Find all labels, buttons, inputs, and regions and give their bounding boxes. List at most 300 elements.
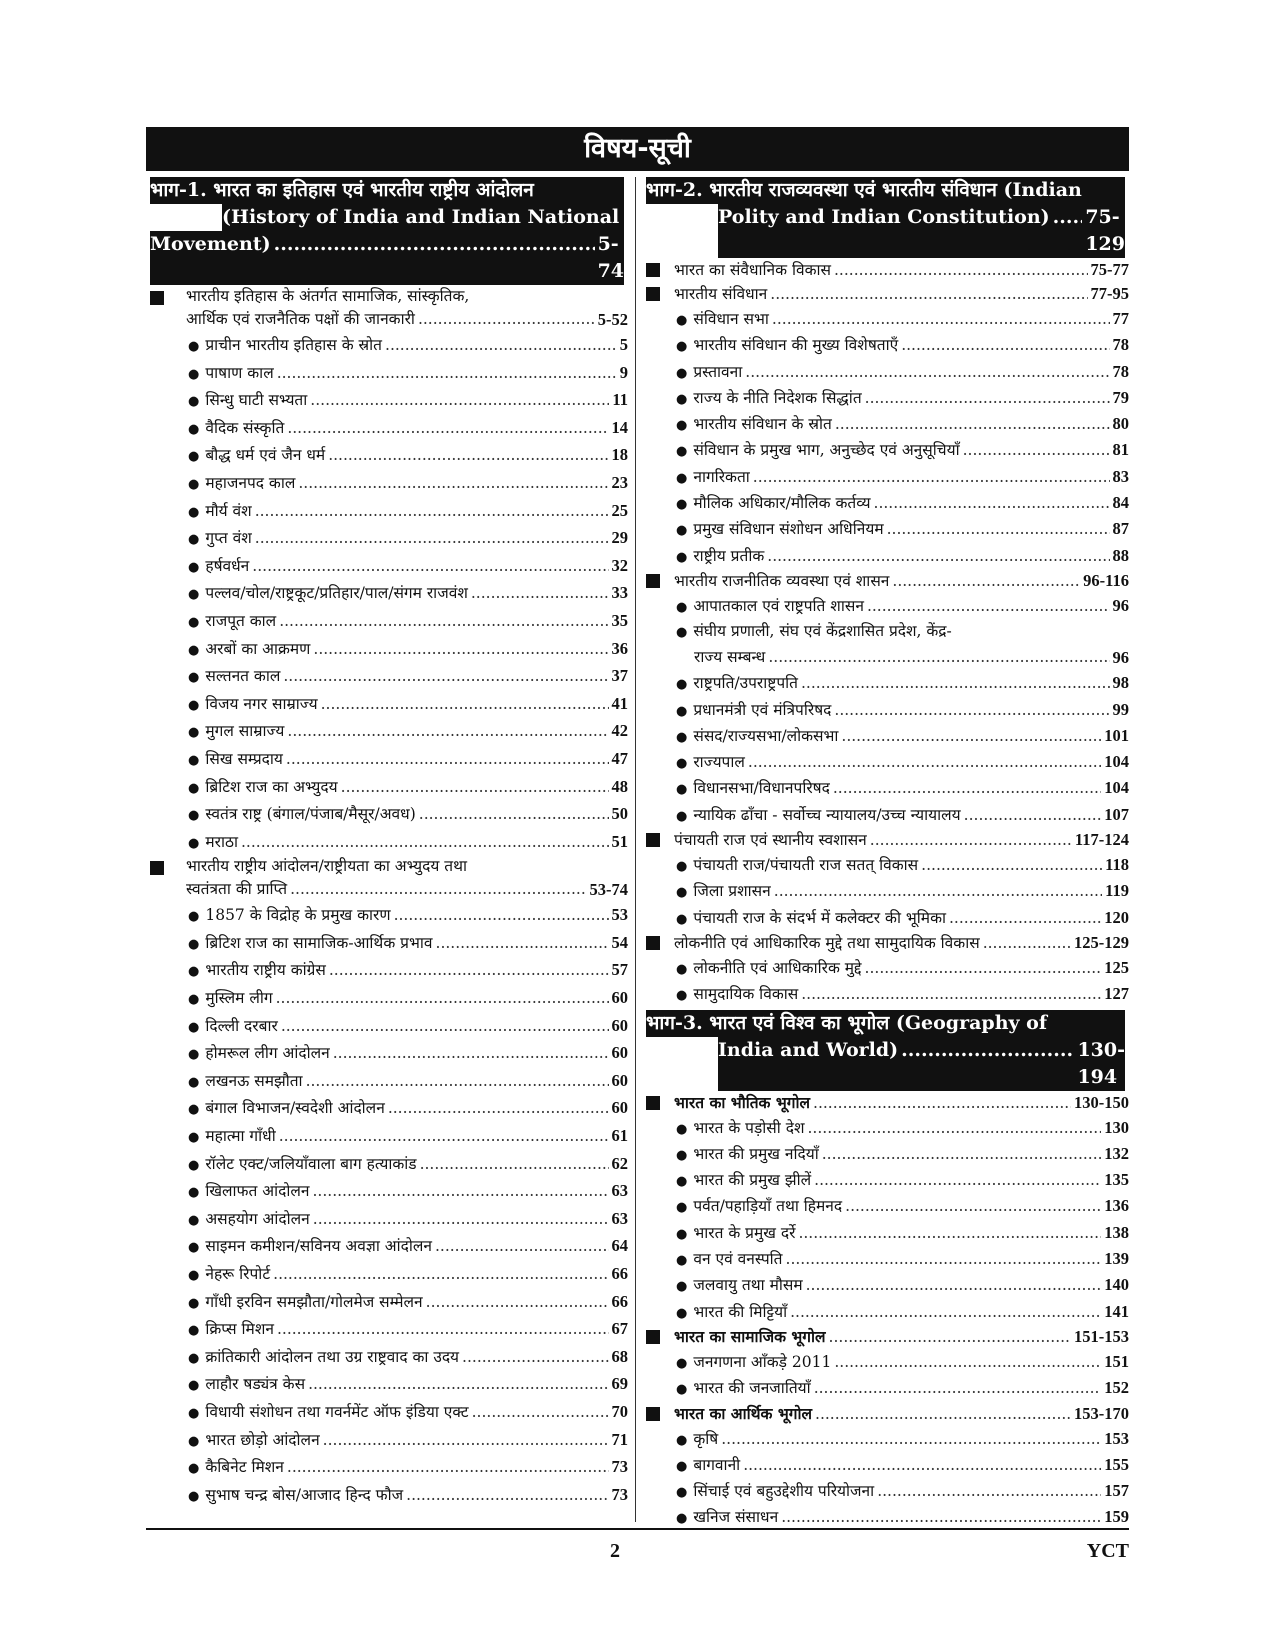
toc-item[interactable] <box>642 697 1129 723</box>
section-title: लोकनीति एवं आधिकारिक मुद्दे तथा सामुदायिक विकास <box>674 933 980 952</box>
toc-item[interactable] <box>642 1141 1129 1167</box>
toc-item-label: बंगाल विभाजन/स्वदेशी आंदोलन <box>205 1099 385 1118</box>
toc-item-page: 50 <box>611 804 628 824</box>
toc-item[interactable] <box>642 593 1129 619</box>
part-pages: 5-74 <box>597 233 625 282</box>
bullet-icon: ● <box>676 703 688 719</box>
toc-item-label: सुभाष चन्द्र बोस/आजाद हिन्द फौज <box>205 1485 404 1504</box>
toc-item-page: 78 <box>1112 361 1129 381</box>
toc-item[interactable] <box>146 1426 628 1454</box>
toc-item[interactable] <box>146 690 628 718</box>
toc-item[interactable] <box>642 670 1129 696</box>
toc-section[interactable] <box>146 855 628 901</box>
toc-item[interactable] <box>642 306 1129 332</box>
bullet-icon: ● <box>188 339 200 354</box>
toc-item-label: जनगणना आँकड़े 2011 <box>693 1352 832 1371</box>
toc-item[interactable] <box>146 1453 628 1481</box>
toc-item-label: भारत छोड़ो आंदोलन <box>205 1430 320 1449</box>
toc-item-label: ब्रिटिश राज का अभ्युदय <box>205 777 338 796</box>
toc-item-page: 32 <box>611 555 628 575</box>
toc-item-page: 130 <box>1104 1117 1129 1137</box>
toc-item-page: 157 <box>1104 1481 1129 1501</box>
section-pages: 75-77 <box>1090 260 1129 279</box>
toc-item-label: मौर्य वंश <box>205 501 252 520</box>
toc-item-label: क्रिप्स मिशन <box>205 1320 274 1339</box>
toc-item[interactable] <box>146 497 628 525</box>
leader-dots <box>887 516 1110 542</box>
part-header-1 <box>146 177 628 285</box>
toc-item[interactable] <box>642 1193 1129 1219</box>
toc-item[interactable] <box>146 828 628 856</box>
toc-item-page: 18 <box>611 445 628 465</box>
leader-dots <box>341 774 609 802</box>
bullet-icon: ● <box>188 1130 200 1146</box>
toc-item[interactable] <box>642 1246 1129 1272</box>
toc-item[interactable] <box>146 1094 628 1122</box>
toc-item-page: 14 <box>611 417 628 437</box>
bullet-icon: ● <box>188 697 200 713</box>
leader-dots <box>767 543 1109 569</box>
section-pages: 125-129 <box>1074 932 1129 952</box>
part-pages: 75-129 <box>1085 206 1125 255</box>
toc-item[interactable] <box>642 1375 1129 1401</box>
toc-item-page: 73 <box>611 1457 628 1477</box>
toc-item[interactable] <box>146 1122 628 1150</box>
toc-item[interactable] <box>642 543 1129 569</box>
toc-item-label: संसद/राज्यसभा/लोकसभा <box>693 726 839 745</box>
toc-item-label: प्राचीन भारतीय इतिहास के स्रोत <box>205 336 383 354</box>
toc-item-page: 141 <box>1104 1301 1129 1321</box>
toc-item-label: मुस्लिम लीग <box>205 989 273 1008</box>
toc-item[interactable] <box>146 773 628 801</box>
toc-item-page: 60 <box>611 988 628 1008</box>
toc-item-label: हर्षवर्धन <box>205 556 250 575</box>
bullet-icon: ● <box>188 366 200 382</box>
toc-item[interactable] <box>642 1115 1129 1141</box>
toc-item-page: 25 <box>611 500 628 520</box>
leader-dots <box>874 490 1110 516</box>
toc-item-label: भारतीय संविधान के स्रोत <box>693 415 832 434</box>
toc-item-label: भारत के प्रमुख दर्रे <box>693 1223 796 1242</box>
toc-item-page: 48 <box>611 776 628 796</box>
toc-item[interactable] <box>146 956 628 984</box>
toc-item-page: 29 <box>611 528 628 548</box>
toc-item[interactable] <box>146 800 628 828</box>
toc-item-label: साइमन कमीशन/सविनय अवज्ञा आंदोलन <box>205 1237 432 1256</box>
toc-item[interactable] <box>642 981 1129 1007</box>
toc-section[interactable] <box>642 1091 1129 1115</box>
bullet-icon: ● <box>188 1157 200 1173</box>
bullet-icon: ● <box>188 1240 200 1256</box>
toc-item-page: 11 <box>612 390 628 410</box>
toc-item[interactable] <box>146 1481 628 1509</box>
toc-item-page: 36 <box>611 638 628 658</box>
leader-dots <box>273 1261 608 1289</box>
toc-item-page: 139 <box>1104 1249 1129 1269</box>
toc-section[interactable] <box>642 569 1129 593</box>
toc-item-page: 83 <box>1112 466 1129 486</box>
toc-item-label: गाँधी इरविन समझौता/गोलमेज सम्मेलन <box>205 1292 423 1311</box>
bullet-icon: ● <box>188 1102 200 1118</box>
toc-item-label-cont: राज्य सम्बन्ध <box>694 648 766 667</box>
toc-item[interactable] <box>146 331 628 359</box>
toc-item-label: बागवानी <box>693 1455 741 1474</box>
toc-item[interactable] <box>642 852 1129 878</box>
toc-item-label: सिंचाई एवं बहुउद्देशीय परियोजना <box>693 1482 875 1501</box>
toc-item-label: आपातकाल एवं राष्ट्रपति शासन <box>693 596 864 615</box>
toc-item-label: 1857 के विद्रोह के प्रमुख कारण <box>205 906 391 925</box>
toc-item[interactable] <box>642 1478 1129 1504</box>
section-title-line1: भारतीय इतिहास के अंतर्गत सामाजिक, सांस्कृतिक, <box>186 287 470 305</box>
toc-item-label: जलवायु तथा मौसम <box>693 1276 803 1295</box>
leader-dots <box>472 1399 609 1427</box>
toc-section[interactable] <box>642 931 1129 955</box>
toc-item[interactable] <box>146 359 628 387</box>
bullet-icon: ● <box>676 1382 688 1398</box>
toc-item-page: 96 <box>1112 648 1129 668</box>
section-pages: 117-124 <box>1074 830 1129 850</box>
toc-item-label: जिला प्रशासन <box>693 882 771 901</box>
toc-section[interactable] <box>642 1402 1129 1426</box>
bullet-icon: ● <box>676 808 688 824</box>
toc-item-page: 80 <box>1112 414 1129 434</box>
toc-item[interactable] <box>146 1288 628 1316</box>
toc-item-page: 33 <box>611 583 628 603</box>
leader-dots <box>790 1299 1101 1325</box>
toc-item-page: 5 <box>619 335 628 354</box>
part-title-line2-text: Polity and Indian Constitution) <box>718 206 1050 228</box>
bullet-icon: ● <box>676 782 688 798</box>
toc-item[interactable] <box>642 332 1129 358</box>
section-square-icon <box>646 1330 660 1344</box>
part-title-line1: भाग-1. भारत का इतिहास एवं भारतीय राष्ट्रीय आंदोलन <box>150 177 624 204</box>
leader-dots <box>281 1013 609 1041</box>
leader-dots <box>388 1095 609 1123</box>
part-title-line2: (History of India and Indian National <box>222 204 624 231</box>
toc-item[interactable] <box>146 386 628 414</box>
leader-dots <box>323 1427 609 1455</box>
bullet-icon: ● <box>188 909 200 925</box>
toc-item[interactable] <box>642 723 1129 749</box>
leader-dots <box>394 902 609 930</box>
toc-item-page: 60 <box>611 1070 628 1090</box>
toc-item-page: 62 <box>611 1153 628 1173</box>
bullet-icon: ● <box>188 559 200 575</box>
leader-dots <box>255 498 609 526</box>
toc-item-label: संविधान सभा <box>693 310 769 328</box>
toc-section[interactable] <box>642 258 1129 282</box>
toc-item-label: भारत की जनजातियाँ <box>693 1379 811 1398</box>
bullet-icon: ● <box>188 449 200 465</box>
toc-item-page: 132 <box>1104 1143 1129 1163</box>
toc-item-page: 107 <box>1104 804 1129 824</box>
bullet-icon: ● <box>188 1268 200 1283</box>
leader-dots <box>814 1167 1101 1193</box>
leader-dots <box>328 442 608 470</box>
leader-dots <box>865 955 1102 981</box>
bullet-icon: ● <box>676 313 688 328</box>
leader-dots <box>274 231 595 285</box>
section-square-icon <box>646 1407 660 1421</box>
leader-dots <box>277 360 617 388</box>
leader-dots <box>290 878 586 901</box>
toc-item[interactable] <box>146 1370 628 1398</box>
toc-item-page: 53 <box>611 905 628 925</box>
toc-item[interactable] <box>642 464 1129 490</box>
part-header-3 <box>642 1010 1129 1091</box>
toc-item[interactable] <box>642 1167 1129 1193</box>
toc-item[interactable] <box>642 1426 1129 1452</box>
toc-item-label: बौद्ध धर्म एवं जैन धर्म <box>205 446 326 465</box>
toc-item[interactable] <box>642 905 1129 931</box>
toc-item[interactable] <box>642 878 1129 904</box>
leader-dots <box>287 718 608 746</box>
toc-item-page: 47 <box>611 748 628 768</box>
toc-item[interactable] <box>146 717 628 745</box>
toc-item-page: 51 <box>611 831 628 851</box>
toc-item[interactable] <box>146 635 628 663</box>
toc-item-label: भारत के पड़ोसी देश <box>693 1118 805 1137</box>
bullet-icon: ● <box>676 470 688 486</box>
leader-dots <box>808 1115 1102 1141</box>
toc-item[interactable] <box>642 1299 1129 1325</box>
toc-item[interactable] <box>146 745 628 773</box>
toc-item[interactable] <box>146 1315 628 1343</box>
column-divider <box>635 177 636 1522</box>
toc-item[interactable] <box>146 1398 628 1426</box>
toc-item-label: पल्लव/चोल/राष्ट्रकूट/प्रतिहार/पाल/संगम राजवंश <box>205 584 468 603</box>
bullet-icon: ● <box>188 1378 200 1394</box>
toc-item[interactable] <box>146 469 628 497</box>
toc-item[interactable] <box>642 385 1129 411</box>
leader-dots <box>786 1246 1102 1272</box>
toc-item-label: गुप्त वंश <box>205 529 252 548</box>
toc-item[interactable] <box>146 579 628 607</box>
toc-item[interactable] <box>642 1349 1129 1375</box>
toc-item[interactable] <box>146 1012 628 1040</box>
part-header-2 <box>642 177 1129 258</box>
toc-item-label: रॉलेट एक्ट/जलियाँवाला बाग हत्याकांड <box>205 1154 417 1173</box>
bullet-icon: ● <box>188 752 200 768</box>
toc-section[interactable] <box>642 282 1129 306</box>
toc-item-label: प्रमुख संविधान संशोधन अधिनियम <box>693 520 884 539</box>
section-title-line1: भारतीय राष्ट्रीय आंदोलन/राष्ट्रीयता का अभ्युदय तथा <box>186 857 467 876</box>
leader-dots <box>841 723 1101 749</box>
toc-item[interactable] <box>642 1272 1129 1298</box>
toc-item-page: 77 <box>1112 309 1129 328</box>
toc-item[interactable] <box>146 552 628 580</box>
leader-dots <box>255 525 609 553</box>
toc-section[interactable] <box>146 285 628 331</box>
toc-item-page: 41 <box>611 693 628 713</box>
toc-item-page: 37 <box>611 666 628 686</box>
toc-item-page: 140 <box>1104 1275 1129 1295</box>
leader-dots <box>949 905 1101 931</box>
toc-item-page: 67 <box>611 1319 628 1339</box>
leader-dots <box>801 670 1110 696</box>
leader-dots <box>801 981 1101 1007</box>
bullet-icon: ● <box>676 1174 688 1190</box>
bullet-icon: ● <box>676 523 688 539</box>
toc-item-page: 152 <box>1104 1378 1129 1398</box>
section-square-icon <box>150 291 164 305</box>
toc-section[interactable] <box>642 1325 1129 1349</box>
leader-dots <box>462 1344 608 1372</box>
bullet-icon: ● <box>676 677 688 693</box>
section-square-icon <box>646 1096 660 1110</box>
bullet-icon: ● <box>676 885 688 901</box>
toc-item[interactable] <box>146 901 628 929</box>
toc-item-label: ब्रिटिश राज का सामाजिक-आर्थिक प्रभाव <box>205 933 433 952</box>
toc-item-label: विधायी संशोधन तथा गवर्नमेंट ऑफ इंडिया एक्ट <box>205 1402 469 1421</box>
leader-dots <box>963 437 1110 463</box>
bullet-icon: ● <box>676 1200 688 1216</box>
part-title-line2 <box>718 1037 1125 1091</box>
toc-item-page: 88 <box>1112 545 1129 565</box>
section-title: भारतीय संविधान <box>674 285 768 303</box>
toc-item[interactable] <box>146 441 628 469</box>
bullet-icon: ● <box>188 1295 200 1311</box>
toc-item-label: भारतीय संविधान की मुख्य विशेषताएँ <box>693 336 899 355</box>
leader-dots <box>287 1454 609 1482</box>
bullet-icon: ● <box>188 476 200 492</box>
bullet-icon: ● <box>676 1355 688 1371</box>
leader-dots <box>781 1504 1101 1530</box>
toc-item-label: कृषि <box>693 1429 719 1448</box>
toc-item-label: अरबों का आक्रमण <box>205 639 311 658</box>
toc-item-page: 54 <box>611 932 628 952</box>
section-title-line2 <box>186 308 628 331</box>
toc-item[interactable] <box>146 414 628 442</box>
section-pages: 151-153 <box>1074 1326 1129 1346</box>
section-square-icon <box>646 287 660 301</box>
toc-item[interactable] <box>146 1177 628 1205</box>
bullet-icon: ● <box>188 1488 200 1504</box>
leader-dots <box>329 957 609 985</box>
toc-item[interactable] <box>642 1452 1129 1478</box>
toc-item[interactable] <box>146 1260 628 1288</box>
toc-item-page: 60 <box>611 1098 628 1118</box>
leader-dots <box>814 1375 1102 1401</box>
toc-item[interactable] <box>642 775 1129 801</box>
toc-item-page: 81 <box>1112 440 1129 460</box>
toc-item-page: 87 <box>1112 519 1129 539</box>
leader-dots <box>743 1452 1101 1478</box>
leader-dots <box>333 1040 609 1068</box>
toc-item-page: 98 <box>1112 673 1129 693</box>
toc-item-label: वैदिक संस्कृति <box>205 418 285 437</box>
leader-dots <box>418 308 595 331</box>
toc-item[interactable] <box>146 1150 628 1178</box>
bullet-icon: ● <box>188 614 200 630</box>
toc-item-page: 66 <box>611 1291 628 1311</box>
toc-item-label: राज्य के नीति निदेशक सिद्धांत <box>693 388 862 407</box>
bullet-icon: ● <box>188 1405 200 1421</box>
toc-item-label: सामुदायिक विकास <box>693 985 799 1004</box>
toc-item[interactable] <box>146 929 628 957</box>
part-title-line2 <box>718 204 1125 258</box>
toc-item-label: राष्ट्रपति/उपराष्ट्रपति <box>693 674 798 693</box>
bullet-icon: ● <box>188 780 200 796</box>
bullet-icon: ● <box>676 444 688 460</box>
toc-item[interactable] <box>642 437 1129 463</box>
leader-dots <box>834 258 1088 282</box>
toc-item[interactable] <box>642 802 1129 828</box>
bullet-icon: ● <box>676 1121 688 1137</box>
toc-item[interactable] <box>642 490 1129 516</box>
toc-item-page: 68 <box>611 1346 628 1366</box>
toc-item-label: पर्वत/पहाड़ियाँ तथा हिमनद <box>693 1197 843 1216</box>
right-column <box>642 177 1129 1531</box>
section-square-icon <box>150 861 164 875</box>
toc-item[interactable] <box>146 1343 628 1371</box>
section-title: भारत का सामाजिक भूगोल <box>674 1326 826 1346</box>
toc-item[interactable] <box>642 359 1129 385</box>
toc-item-label: सिख सम्प्रदाय <box>205 749 283 768</box>
toc-item[interactable] <box>642 749 1129 775</box>
toc-item[interactable] <box>146 1232 628 1260</box>
leader-dots <box>865 385 1110 411</box>
section-square-icon <box>646 263 660 277</box>
bullet-icon: ● <box>676 497 688 513</box>
toc-item[interactable] <box>146 607 628 635</box>
footer-page-number: 2 <box>610 1540 620 1562</box>
toc-item-label: भारत की प्रमुख नदियाँ <box>693 1144 819 1163</box>
toc-item-page: 104 <box>1104 778 1129 798</box>
leader-dots <box>901 332 1109 358</box>
bullet-icon: ● <box>676 599 688 615</box>
section-square-icon <box>646 833 660 847</box>
part-pages: 130-194 <box>1077 1038 1125 1088</box>
toc-item[interactable] <box>642 1220 1129 1246</box>
toc-item[interactable] <box>642 411 1129 437</box>
bullet-icon: ● <box>188 725 200 741</box>
toc-item-label: नागरिकता <box>693 467 750 486</box>
toc-item[interactable] <box>146 1205 628 1233</box>
toc-item-label: होमरूल लीग आंदोलन <box>205 1044 330 1063</box>
toc-item[interactable] <box>642 516 1129 542</box>
toc-item[interactable] <box>146 1067 628 1095</box>
left-column <box>146 177 628 1508</box>
toc-item[interactable] <box>146 524 628 552</box>
toc-item-label: नेहरू रिपोर्ट <box>205 1265 271 1283</box>
toc-item-page: 125 <box>1104 957 1129 977</box>
toc-item[interactable] <box>642 955 1129 981</box>
toc-item[interactable] <box>642 619 1129 670</box>
leader-dots <box>877 1478 1101 1504</box>
section-pages: 153-170 <box>1074 1403 1129 1423</box>
toc-item-label: महात्मा गाँधी <box>205 1127 276 1146</box>
leader-dots <box>287 415 608 443</box>
toc-item-label: मराठा <box>205 832 238 851</box>
section-title-text: स्वतंत्रता की प्राप्ति <box>186 880 288 899</box>
toc-item-page: 118 <box>1105 855 1129 875</box>
bullet-icon: ● <box>188 808 200 824</box>
toc-section[interactable] <box>642 828 1129 852</box>
toc-item[interactable] <box>146 984 628 1012</box>
leader-dots <box>721 1426 1101 1452</box>
toc-item[interactable] <box>146 1039 628 1067</box>
bullet-icon: ● <box>188 936 200 952</box>
toc-item[interactable] <box>642 1504 1129 1530</box>
toc-item[interactable] <box>146 662 628 690</box>
part-title-line1: भाग-2. भारतीय राजव्यवस्था एवं भारतीय संविधान (Indian <box>646 177 1125 204</box>
part-title-line3-text: Movement) <box>150 233 271 255</box>
toc-item-label: कैबिनेट मिशन <box>205 1458 284 1477</box>
leader-dots <box>806 1272 1102 1298</box>
bullet-icon: ● <box>188 394 200 410</box>
toc-item-line2 <box>676 645 1129 670</box>
